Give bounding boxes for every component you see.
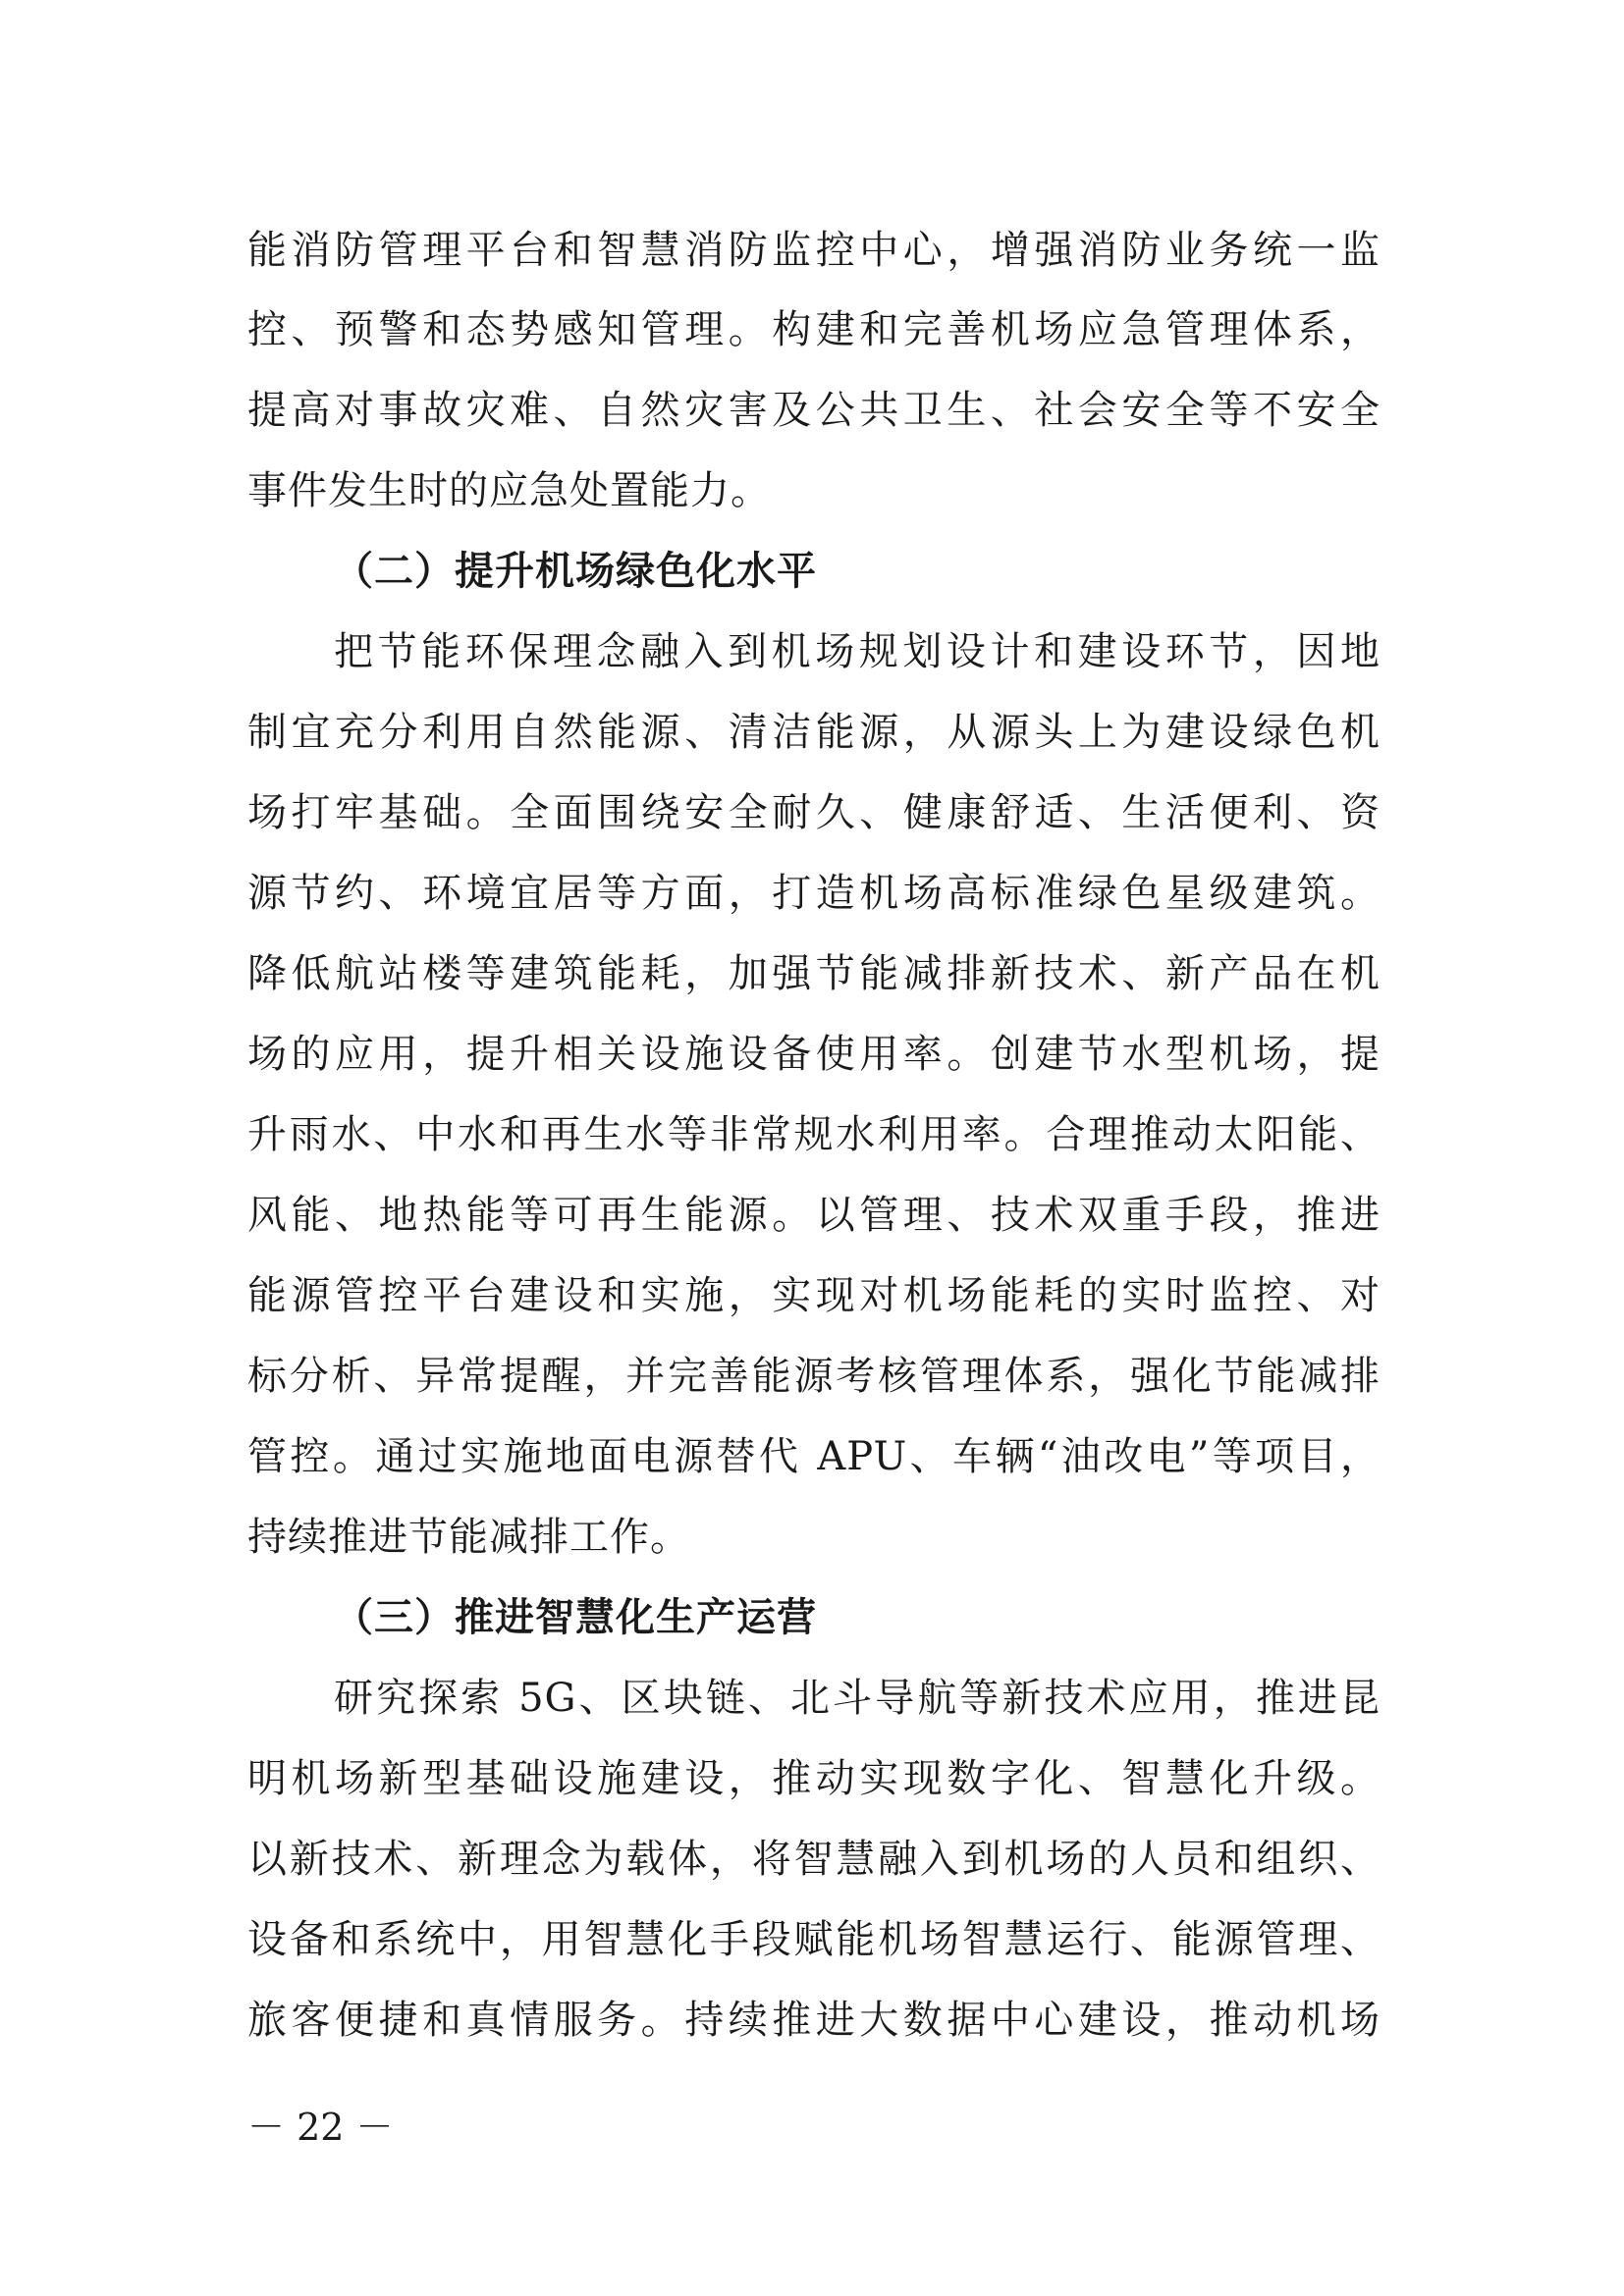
paragraph-line: 管控。通过实施地面电源替代 APU、车辆“油改电”等项目， [247, 1434, 1380, 1479]
paragraph-line: 场的应用，提升相关设施设备使用率。创建节水型机场，提 [247, 1032, 1380, 1077]
paragraph-line: 降低航站楼等建筑能耗，加强节能减排新技术、新产品在机 [247, 951, 1380, 996]
paragraph-line: 把节能环保理念融入到机场规划设计和建设环节，因地 [334, 629, 1380, 674]
paragraph-line: 持续推进节能减排工作。 [247, 1515, 690, 1560]
paragraph-line: 能消防管理平台和智慧消防监控中心，增强消防业务统一监 [247, 228, 1380, 273]
paragraph-line: 风能、地热能等可再生能源。以管理、技术双重手段，推进 [247, 1193, 1380, 1238]
paragraph-line: 明机场新型基础设施建设，推动实现数字化、智慧化升级。 [247, 1756, 1380, 1801]
paragraph-line: 研究探索 5G、区块链、北斗导航等新技术应用，推进昆 [334, 1676, 1380, 1721]
paragraph-line: 能源管控平台建设和实施，实现对机场能耗的实时监控、对 [247, 1273, 1380, 1318]
paragraph-line: 提高对事故灾难、自然灾害及公共卫生、社会安全等不安全 [247, 388, 1380, 433]
paragraph-line: 旅客便捷和真情服务。持续推进大数据中心建设，推动机场 [247, 1998, 1380, 2043]
paragraph-line: 制宜充分利用自然能源、清洁能源，从源头上为建设绿色机 [247, 710, 1380, 755]
paragraph-line: 标分析、异常提醒，并完善能源考核管理体系，强化节能减排 [247, 1354, 1380, 1399]
section-heading: （三）推进智慧化生产运营 [334, 1594, 817, 1640]
paragraph-line: 升雨水、中水和再生水等非常规水利用率。合理推动太阳能、 [247, 1112, 1380, 1157]
page-number: － 22 － [247, 2106, 394, 2149]
section-heading: （二）提升机场绿色化水平 [334, 548, 817, 594]
paragraph-line: 场打牢基础。全面围绕安全耐久、健康舒适、生活便利、资 [247, 790, 1380, 835]
paragraph-line: 设备和系统中，用智慧化手段赋能机场智慧运行、能源管理、 [247, 1917, 1380, 1962]
paragraph-line: 以新技术、新理念为载体，将智慧融入到机场的人员和组织、 [247, 1837, 1380, 1882]
paragraph-line: 源节约、环境宜居等方面，打造机场高标准绿色星级建筑。 [247, 871, 1380, 916]
paragraph-line: 控、预警和态势感知管理。构建和完善机场应急管理体系， [247, 307, 1380, 352]
paragraph-line: 事件发生时的应急处置能力。 [247, 468, 771, 513]
